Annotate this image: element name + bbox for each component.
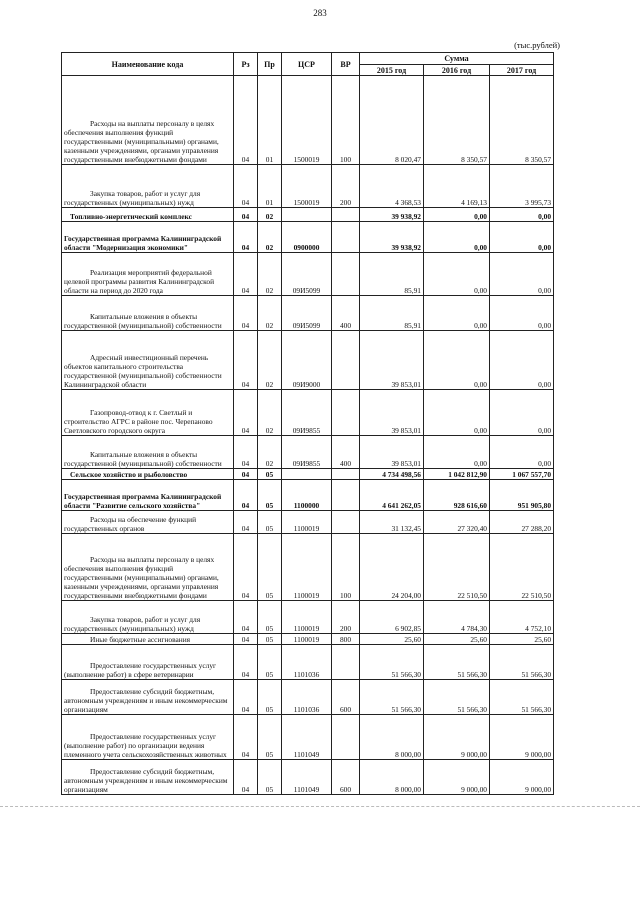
page-bottom-divider [0, 806, 640, 807]
cell-rz: 04 [234, 645, 258, 680]
cell-vr [332, 253, 360, 296]
cell-rz: 04 [234, 511, 258, 534]
cell-2016: 0,00 [424, 436, 490, 469]
cell-vr: 100 [332, 76, 360, 165]
cell-vr: 400 [332, 436, 360, 469]
cell-csr: 1101036 [282, 680, 332, 715]
cell-rz: 04 [234, 436, 258, 469]
table-row [62, 634, 554, 645]
cell-2016: 0,00 [424, 331, 490, 390]
cell-pr: 01 [258, 76, 282, 165]
cell-vr: 800 [332, 634, 360, 645]
cell-name: Предоставление субсидий бюджетным, автономным учреждениям и иным некоммерческим организациям [62, 760, 234, 795]
cell-2015: 85,91 [360, 296, 424, 331]
cell-2015: 31 132,45 [360, 511, 424, 534]
table-row [62, 165, 554, 208]
cell-rz: 04 [234, 253, 258, 296]
cell-pr: 02 [258, 222, 282, 253]
cell-csr: 1100019 [282, 511, 332, 534]
cell-csr: 0900000 [282, 222, 332, 253]
cell-vr [332, 331, 360, 390]
cell-vr [332, 222, 360, 253]
table-row [62, 534, 554, 601]
cell-csr: 09И5099 [282, 296, 332, 331]
cell-2015: 6 902,85 [360, 601, 424, 634]
cell-2015: 51 566,30 [360, 680, 424, 715]
header-sum: Сумма [360, 53, 554, 65]
cell-2016: 928 616,60 [424, 480, 490, 511]
cell-rz: 04 [234, 208, 258, 222]
cell-pr: 01 [258, 165, 282, 208]
cell-name: Предоставление государственных услуг (выполнение работ) по организации ведения племенного учета сельскохозяйственных животных [62, 715, 234, 760]
cell-2017: 9 000,00 [490, 760, 554, 795]
cell-2017: 0,00 [490, 253, 554, 296]
cell-name: Газопровод-отвод к г. Светлый и строительство АГРС в районе пос. Черепаново Светловского городского округа [62, 390, 234, 436]
cell-name: Государственная программа Калининградской области "Модернизация экономики" [62, 222, 234, 253]
cell-vr: 200 [332, 601, 360, 634]
cell-csr: 1101049 [282, 760, 332, 795]
table-row [62, 222, 554, 253]
cell-2017: 0,00 [490, 296, 554, 331]
cell-name: Топливно-энергетический комплекс [62, 208, 234, 222]
header-name: Наименование кода [62, 53, 234, 76]
cell-2017: 22 510,50 [490, 534, 554, 601]
cell-rz: 04 [234, 634, 258, 645]
cell-2015: 8 020,47 [360, 76, 424, 165]
page-number: 283 [313, 8, 327, 18]
cell-name: Государственная программа Калининградской области "Развитие сельского хозяйства" [62, 480, 234, 511]
cell-2017: 4 752,10 [490, 601, 554, 634]
cell-name: Закупка товаров, работ и услуг для государственных (муниципальных) нужд [62, 601, 234, 634]
cell-pr: 02 [258, 436, 282, 469]
cell-vr: 600 [332, 760, 360, 795]
table-row [62, 511, 554, 534]
cell-pr: 05 [258, 634, 282, 645]
cell-2016: 51 566,30 [424, 680, 490, 715]
cell-pr: 05 [258, 601, 282, 634]
cell-pr: 05 [258, 511, 282, 534]
cell-2016: 4 784,30 [424, 601, 490, 634]
table-row [62, 296, 554, 331]
header-rz: Рз [234, 53, 258, 76]
cell-name: Сельское хозяйство и рыболовство [62, 469, 234, 480]
cell-2017: 0,00 [490, 331, 554, 390]
header-2016: 2016 год [424, 65, 490, 76]
table-row [62, 645, 554, 680]
cell-2017: 1 067 557,70 [490, 469, 554, 480]
table-row [62, 76, 554, 165]
cell-rz: 04 [234, 469, 258, 480]
cell-2016: 25,60 [424, 634, 490, 645]
cell-csr: 1101036 [282, 645, 332, 680]
cell-2015: 25,60 [360, 634, 424, 645]
table-row [62, 715, 554, 760]
cell-pr: 05 [258, 469, 282, 480]
cell-name: Иные бюджетные ассигнования [62, 634, 234, 645]
table-row [62, 480, 554, 511]
header-2017: 2017 год [490, 65, 554, 76]
table-row [62, 680, 554, 715]
cell-name: Расходы на выплаты персоналу в целях обеспечения выполнения функций государственными (муниципальными) органами, казенными учреждениями, органами управления государственными внебюджетными фондами [62, 76, 234, 165]
cell-pr: 05 [258, 715, 282, 760]
cell-rz: 04 [234, 680, 258, 715]
cell-rz: 04 [234, 760, 258, 795]
cell-vr [332, 390, 360, 436]
cell-2015: 24 204,00 [360, 534, 424, 601]
cell-rz: 04 [234, 331, 258, 390]
cell-2015: 51 566,30 [360, 645, 424, 680]
cell-vr [332, 469, 360, 480]
cell-2016: 27 320,40 [424, 511, 490, 534]
cell-rz: 04 [234, 715, 258, 760]
cell-2015: 8 000,00 [360, 760, 424, 795]
cell-pr: 05 [258, 645, 282, 680]
cell-name: Предоставление государственных услуг (выполнение работ) в сфере ветеринарии [62, 645, 234, 680]
header-pr: Пр [258, 53, 282, 76]
table-body [62, 76, 554, 795]
cell-name: Капитальные вложения в объекты государственной (муниципальной) собственности [62, 296, 234, 331]
table-row [62, 601, 554, 634]
cell-pr: 05 [258, 480, 282, 511]
cell-rz: 04 [234, 534, 258, 601]
cell-name: Адресный инвестиционный перечень объектов капитального строительства государственной (муниципальной) собственности Калининградской области [62, 331, 234, 390]
cell-2016: 0,00 [424, 390, 490, 436]
cell-pr: 02 [258, 208, 282, 222]
table-row [62, 390, 554, 436]
cell-2015: 39 938,92 [360, 222, 424, 253]
cell-csr [282, 469, 332, 480]
cell-2015: 4 734 498,56 [360, 469, 424, 480]
units-label: (тыс.рублей) [514, 40, 560, 50]
cell-rz: 04 [234, 480, 258, 511]
header-2015: 2015 год [360, 65, 424, 76]
cell-pr: 02 [258, 253, 282, 296]
table-row [62, 331, 554, 390]
cell-csr: 1101049 [282, 715, 332, 760]
cell-vr: 600 [332, 680, 360, 715]
cell-2015: 85,91 [360, 253, 424, 296]
cell-csr: 09И5099 [282, 253, 332, 296]
cell-2016: 1 042 812,90 [424, 469, 490, 480]
table-row [62, 469, 554, 480]
cell-2015: 39 853,01 [360, 390, 424, 436]
cell-2016: 4 169,13 [424, 165, 490, 208]
cell-name: Расходы на обеспечение функций государственных органов [62, 511, 234, 534]
cell-name: Капитальные вложения в объекты государственной (муниципальной) собственности [62, 436, 234, 469]
header-csr: ЦСР [282, 53, 332, 76]
cell-rz: 04 [234, 390, 258, 436]
cell-vr: 100 [332, 534, 360, 601]
table-row [62, 208, 554, 222]
cell-2016: 9 000,00 [424, 715, 490, 760]
table-header [62, 53, 554, 76]
cell-vr [332, 208, 360, 222]
cell-2016: 51 566,30 [424, 645, 490, 680]
header-vr: ВР [332, 53, 360, 76]
table-row [62, 253, 554, 296]
cell-2015: 39 853,01 [360, 436, 424, 469]
cell-pr: 05 [258, 534, 282, 601]
cell-csr: 1100019 [282, 634, 332, 645]
cell-2017: 51 566,30 [490, 645, 554, 680]
cell-csr: 09И9855 [282, 436, 332, 469]
cell-vr [332, 511, 360, 534]
cell-2017: 51 566,30 [490, 680, 554, 715]
cell-vr: 200 [332, 165, 360, 208]
cell-vr [332, 480, 360, 511]
cell-csr: 1100019 [282, 601, 332, 634]
budget-table [61, 52, 554, 795]
cell-2015: 8 000,00 [360, 715, 424, 760]
cell-csr: 1500019 [282, 76, 332, 165]
cell-rz: 04 [234, 601, 258, 634]
cell-2016: 22 510,50 [424, 534, 490, 601]
cell-vr [332, 715, 360, 760]
cell-2016: 0,00 [424, 222, 490, 253]
cell-csr: 09И9000 [282, 331, 332, 390]
cell-rz: 04 [234, 222, 258, 253]
cell-2017: 27 288,20 [490, 511, 554, 534]
table-row [62, 436, 554, 469]
cell-name: Реализация мероприятий федеральной целевой программы развития Калининградской области на период до 2020 года [62, 253, 234, 296]
cell-2017: 0,00 [490, 436, 554, 469]
cell-rz: 04 [234, 76, 258, 165]
cell-2015: 4 368,53 [360, 165, 424, 208]
cell-vr [332, 645, 360, 680]
cell-2017: 9 000,00 [490, 715, 554, 760]
cell-2016: 0,00 [424, 208, 490, 222]
cell-2017: 951 905,80 [490, 480, 554, 511]
cell-csr: 1100019 [282, 534, 332, 601]
cell-name: Расходы на выплаты персоналу в целях обеспечения выполнения функций государственными (муниципальными) органами, казенными учреждениями, органами управления государственными внебюджетными фондами [62, 534, 234, 601]
cell-2016: 9 000,00 [424, 760, 490, 795]
cell-2015: 39 853,01 [360, 331, 424, 390]
cell-2017: 0,00 [490, 222, 554, 253]
cell-2017: 3 995,73 [490, 165, 554, 208]
table-row [62, 760, 554, 795]
cell-2016: 0,00 [424, 296, 490, 331]
cell-pr: 05 [258, 760, 282, 795]
cell-2016: 0,00 [424, 253, 490, 296]
cell-name: Предоставление субсидий бюджетным, автономным учреждениям и иным некоммерческим организациям [62, 680, 234, 715]
cell-csr [282, 208, 332, 222]
cell-pr: 02 [258, 331, 282, 390]
cell-2017: 0,00 [490, 208, 554, 222]
cell-2016: 8 350,57 [424, 76, 490, 165]
cell-2017: 25,60 [490, 634, 554, 645]
cell-pr: 02 [258, 390, 282, 436]
cell-rz: 04 [234, 296, 258, 331]
cell-2015: 39 938,92 [360, 208, 424, 222]
cell-name: Закупка товаров, работ и услуг для государственных (муниципальных) нужд [62, 165, 234, 208]
cell-csr: 1100000 [282, 480, 332, 511]
cell-2015: 4 641 262,05 [360, 480, 424, 511]
cell-csr: 09И9855 [282, 390, 332, 436]
cell-vr: 400 [332, 296, 360, 331]
cell-pr: 05 [258, 680, 282, 715]
cell-2017: 8 350,57 [490, 76, 554, 165]
cell-rz: 04 [234, 165, 258, 208]
cell-pr: 02 [258, 296, 282, 331]
cell-2017: 0,00 [490, 390, 554, 436]
cell-csr: 1500019 [282, 165, 332, 208]
